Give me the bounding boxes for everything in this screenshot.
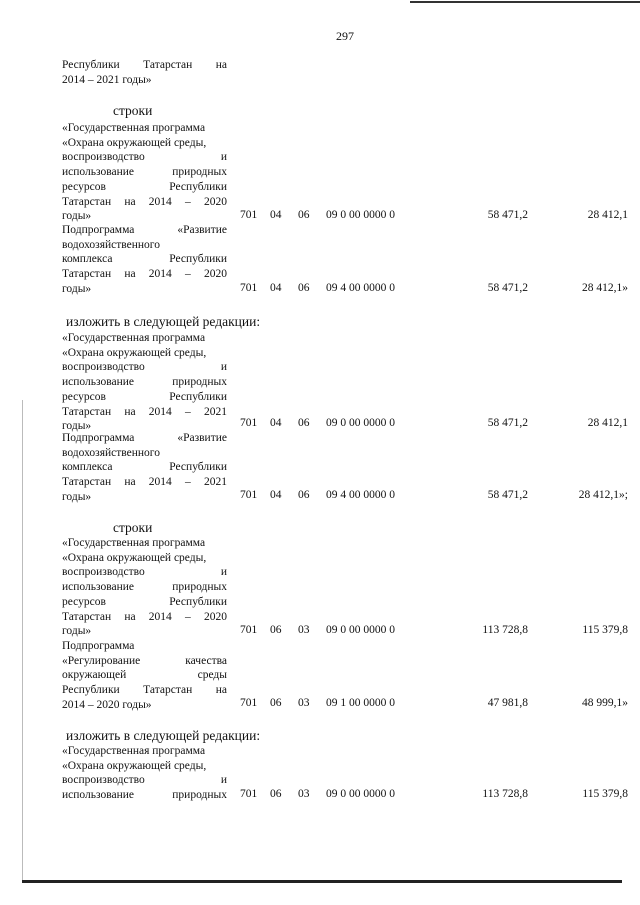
target-article-code: 09 4 00 0000 0 <box>326 489 395 501</box>
row-description <box>62 639 227 713</box>
desc-line: Татарстан на 2014 – 2021 <box>62 476 227 489</box>
intro-line: 2014 – 2021 годы» <box>62 73 152 86</box>
ministry-code: 701 <box>240 624 258 636</box>
amount-year-2: 115 379,8 <box>582 624 628 636</box>
section-code: 04 <box>270 209 282 221</box>
desc-line: годы» <box>62 282 92 295</box>
desc-line: годы» <box>62 210 92 223</box>
desc-line: Подпрограмма «Развитие <box>62 224 227 236</box>
section-code: 04 <box>270 489 282 501</box>
amount-year-2: 28 412,1 <box>587 417 628 429</box>
row-description <box>62 431 227 505</box>
desc-line: «Охрана окружающей среды, <box>62 551 207 564</box>
target-article-code: 09 1 00 0000 0 <box>326 697 395 709</box>
desc-line: использование природных <box>62 581 227 594</box>
desc-line: Татарстан на 2014 – 2020 <box>62 610 227 623</box>
section-heading-replace: изложить в следующей редакции: <box>66 728 261 743</box>
subsection-code: 06 <box>298 282 310 294</box>
scan-edge-bottom <box>22 880 622 883</box>
desc-line: комплекса Республики <box>62 461 227 474</box>
desc-line: годы» <box>62 420 92 433</box>
target-article-code: 09 0 00 0000 0 <box>326 788 395 800</box>
desc-line: Татарстан на 2014 – 2020 <box>62 195 227 208</box>
desc-line: «Государственная программа <box>62 122 206 134</box>
desc-line: использование природных <box>62 376 227 389</box>
desc-line: 2014 – 2020 годы» <box>62 698 152 711</box>
desc-line: «Охрана окружающей среды, <box>62 346 207 359</box>
desc-line: водохозяйственного <box>62 446 160 459</box>
desc-line: «Охрана окружающей среды, <box>62 759 207 772</box>
ministry-code: 701 <box>240 489 258 501</box>
row-description <box>62 744 227 803</box>
desc-line: воспроизводство и <box>62 774 227 787</box>
amount-year-2: 48 999,1» <box>582 697 628 709</box>
desc-line: использование природных <box>62 789 227 802</box>
scan-edge-left <box>22 400 23 880</box>
desc-line: ресурсов Республики <box>62 595 227 608</box>
row-description <box>62 536 227 639</box>
subsection-code: 06 <box>298 489 310 501</box>
intro-line: Республики Татарстан на <box>62 59 227 71</box>
desc-line: «Охрана окружающей среды, <box>62 136 207 149</box>
subsection-code: 03 <box>298 788 310 800</box>
desc-line: «Государственная программа <box>62 745 206 757</box>
desc-line: ресурсов Республики <box>62 180 227 193</box>
ministry-code: 701 <box>240 209 258 221</box>
desc-line: использование природных <box>62 166 227 179</box>
amount-year-2: 115 379,8 <box>582 788 628 800</box>
target-article-code: 09 0 00 0000 0 <box>326 209 395 221</box>
amount-year-1: 58 471,2 <box>487 209 528 221</box>
ministry-code: 701 <box>240 697 258 709</box>
section-heading-strings: строки <box>113 520 153 535</box>
desc-line: Подпрограмма «Развитие <box>62 432 227 444</box>
intro-text <box>62 58 227 87</box>
amount-year-1: 58 471,2 <box>487 489 528 501</box>
target-article-code: 09 0 00 0000 0 <box>326 417 395 429</box>
amount-year-2: 28 412,1 <box>587 209 628 221</box>
section-heading-replace: изложить в следующей редакции: <box>66 314 261 329</box>
amount-year-1: 47 981,8 <box>487 697 528 709</box>
amount-year-1: 58 471,2 <box>487 417 528 429</box>
desc-line: годы» <box>62 490 92 503</box>
section-code: 04 <box>270 417 282 429</box>
desc-line: Подпрограмма <box>62 640 135 652</box>
desc-line: «Государственная программа <box>62 537 206 549</box>
section-code: 06 <box>270 624 282 636</box>
desc-line: Татарстан на 2014 – 2021 <box>62 405 227 418</box>
subsection-code: 06 <box>298 209 310 221</box>
row-description <box>62 331 227 434</box>
desc-line: ресурсов Республики <box>62 390 227 403</box>
row-description <box>62 223 227 297</box>
amount-year-1: 58 471,2 <box>487 282 528 294</box>
amount-year-1: 113 728,8 <box>482 788 528 800</box>
desc-line: Республики Татарстан на <box>62 684 227 697</box>
ministry-code: 701 <box>240 788 258 800</box>
subsection-code: 06 <box>298 417 310 429</box>
subsection-code: 03 <box>298 697 310 709</box>
target-article-code: 09 0 00 0000 0 <box>326 624 395 636</box>
ministry-code: 701 <box>240 417 258 429</box>
desc-line: «Государственная программа <box>62 332 206 344</box>
desc-line: «Регулирование качества <box>62 654 227 667</box>
desc-line: водохозяйственного <box>62 238 160 251</box>
amount-year-2: 28 412,1» <box>582 282 628 294</box>
desc-line: воспроизводство и <box>62 361 227 374</box>
section-code: 06 <box>270 788 282 800</box>
desc-line: Татарстан на 2014 – 2020 <box>62 268 227 281</box>
scan-edge-top <box>410 1 640 3</box>
row-description <box>62 121 227 224</box>
desc-line: окружающей среды <box>62 669 227 682</box>
page-number: 297 <box>336 29 354 43</box>
section-code: 06 <box>270 697 282 709</box>
desc-line: годы» <box>62 625 92 638</box>
amount-year-2: 28 412,1»; <box>578 489 628 501</box>
subsection-code: 03 <box>298 624 310 636</box>
target-article-code: 09 4 00 0000 0 <box>326 282 395 294</box>
desc-line: комплекса Республики <box>62 253 227 266</box>
ministry-code: 701 <box>240 282 258 294</box>
section-heading-strings: строки <box>113 103 153 118</box>
desc-line: воспроизводство и <box>62 151 227 164</box>
desc-line: воспроизводство и <box>62 566 227 579</box>
section-code: 04 <box>270 282 282 294</box>
amount-year-1: 113 728,8 <box>482 624 528 636</box>
